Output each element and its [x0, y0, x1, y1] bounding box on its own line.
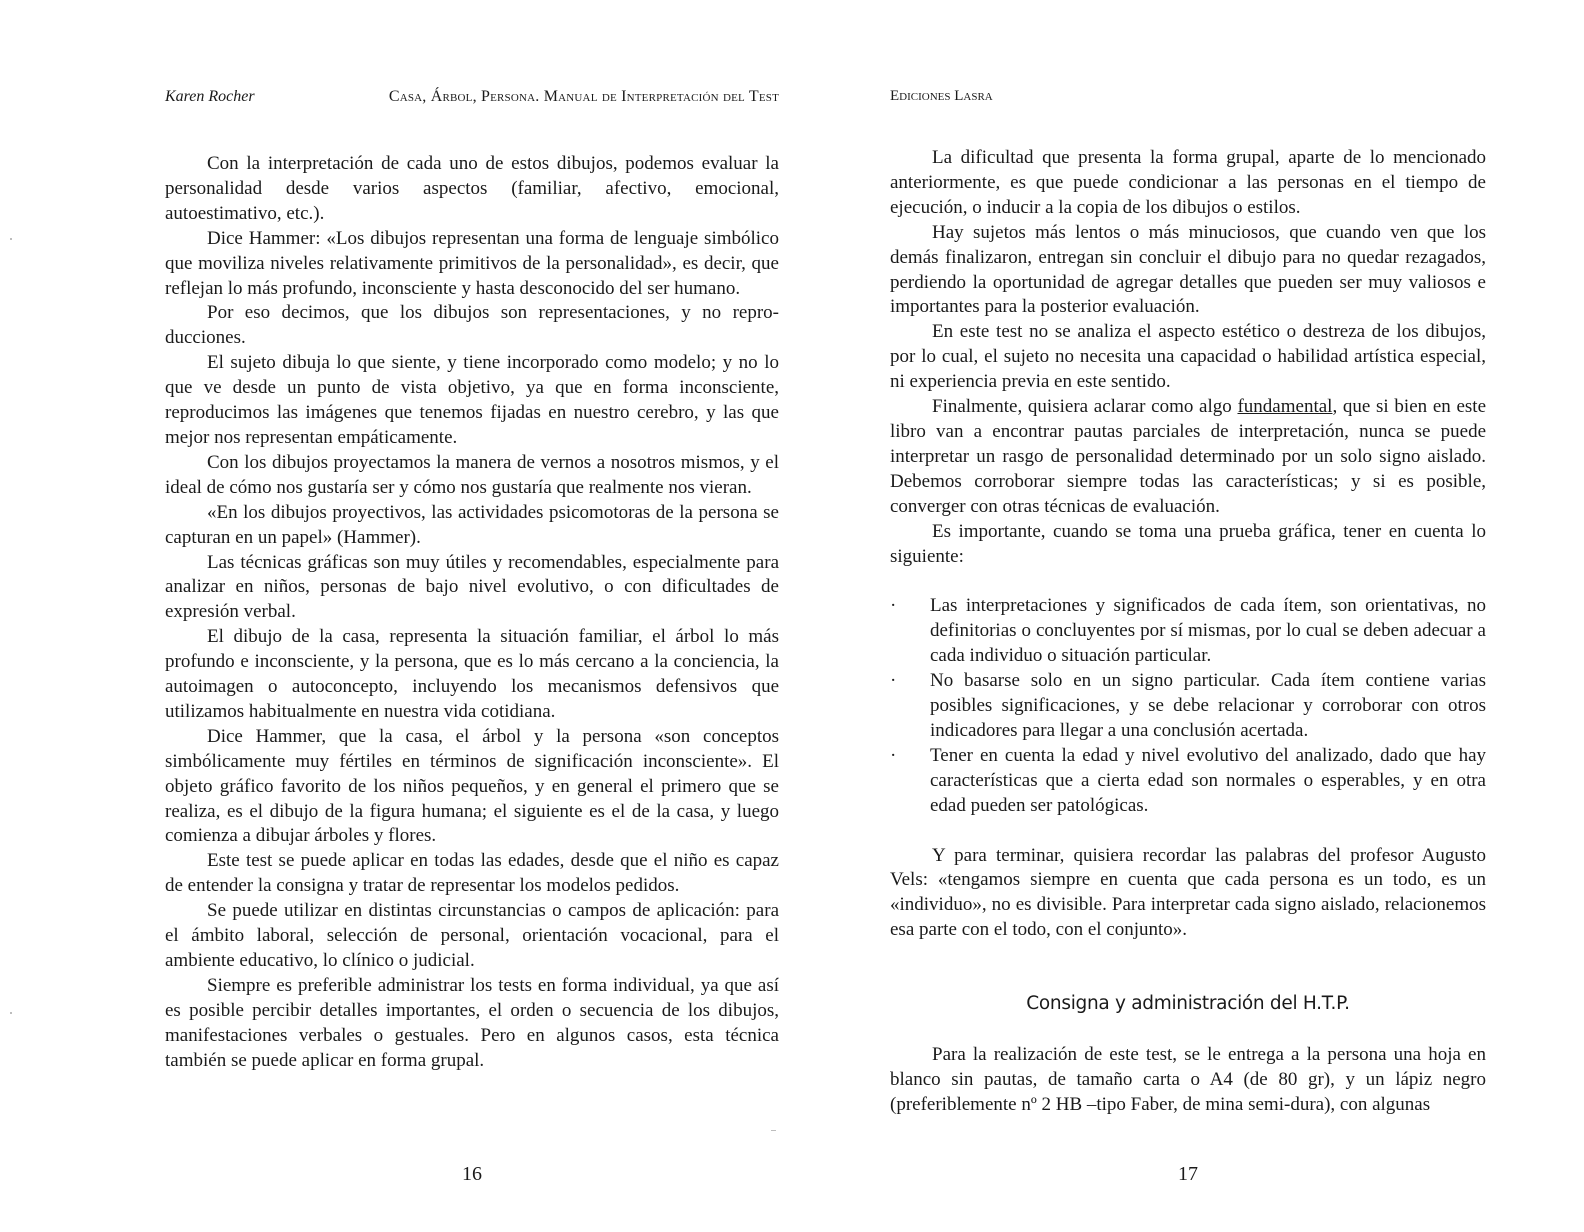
page-number-left: 16: [462, 1163, 482, 1185]
right-page-body: [890, 146, 1486, 943]
scan-speck: [771, 1130, 776, 1131]
list-item: [890, 669, 1486, 744]
list-item-text: Tener en cuenta la edad y nivel evolutivo del analizado, dado que hay características que a cierta edad son normales o esperables, y en otra edad pueden ser patológicas.: [930, 744, 1486, 816]
paragraph: Dice Hammer: «Los dibujos representan una forma de lenguaje simbólico que moviliza niveles relativamente primitivos de la personalidad», es decir, que reflejan lo más profundo, inconsciente y hasta desconocido del ser humano.: [165, 227, 779, 299]
list-item-text: Las interpretaciones y significados de cada ítem, son orientativas, no definitorias o concluyentes por sí mismas, por lo cual se deben adecuar a cada individuo o situación particular.: [930, 595, 1486, 667]
bullet-dot-icon: ·: [890, 595, 897, 617]
paragraph: Con los dibujos proyectamos la manera de vernos a nosotros mismos, y el ideal de cómo nos gustaría ser y cómo nos gustaría que realmente nos vieran.: [165, 451, 779, 498]
paragraph: Se puede utilizar en distintas circunstancias o campos de aplicación: para el ámbito laboral, selección de personal, orientación vocacional, para el ambiente educativo, lo clínico o judicial.: [165, 900, 779, 971]
paragraph: El dibujo de la casa, representa la situación familiar, el árbol lo más profundo e inconsciente, y la persona, que es lo más cercano a la conciencia, la autoimagen o autoconcepto, incluyendo los mecanismos defensivos que utilizamos habitualmente en nuestra vida cotidiana.: [165, 626, 779, 722]
paragraph: Este test se puede aplicar en todas las edades, desde que el niño es capaz de entender la consigna y tratar de representar los modelos pedidos.: [165, 850, 779, 897]
paragraph: El sujeto dibuja lo que siente, y tiene incorporado como modelo; y no lo que ve desde un punto de vista objetivo, ya que en forma inconsciente, reproducimos las imágenes que tenemos fijadas en nuestro cerebro, y las que mejor nos representan empáticamente.: [165, 352, 779, 448]
paragraph: Para la realización de este test, se le entrega a la persona una hoja en blanco sin pautas, de tamaño carta o A4 (de 80 gr), y un lápiz negro (preferiblemente nº 2 HB –tipo Faber, de mina semi-dura), con algunas: [890, 1044, 1486, 1115]
list-item-text: No basarse solo en un signo particular. Cada ítem contiene varias posibles significaciones, y se debe relacionar y corroborar con otros indicadores para llegar a una conclusión acertada.: [930, 670, 1486, 741]
section-heading: Consigna y administración del H.T.P.: [1026, 993, 1350, 1014]
paragraph: Las técnicas gráficas son muy útiles y recomendables, especialmente para analizar en niños, personas de bajo nivel evolutivo, o con dificultades de expresión verbal.: [165, 551, 779, 623]
paragraph: Hay sujetos más lentos o más minuciosos, que cuando ven que los demás finalizaron, entregan sin concluir el dibujo para no quedar rezagados, perdiendo la oportunidad de agregar detalles que pueden ser muy valiosos e importantes para la posterior evaluación.: [890, 221, 1486, 318]
spacer: [890, 819, 1486, 844]
running-head-right: [890, 88, 1486, 110]
page-number-right: 17: [1178, 1163, 1198, 1185]
paragraph: La dificultad que presenta la forma grupal, aparte de lo mencionado anteriormente, es que puede condicionar a las personas en el tiempo de ejecución, o inducir a la copia de los dibujos o estilos.: [890, 147, 1486, 218]
running-head-author: Karen Rocher: [165, 88, 255, 105]
list-intro: Es importante, cuando se toma una prueba gráfica, tener en cuenta lo siguiente:: [890, 520, 1486, 567]
paragraph: En este test no se analiza el aspecto estético o destreza de los dibujos, por lo cual, el sujeto no necesita una capacidad o habilidad artística especial, ni experiencia previa en este sentido.: [890, 321, 1486, 393]
left-page: [165, 0, 779, 1232]
scan-speck: [10, 1012, 12, 1014]
scan-speck: [10, 238, 12, 240]
text-segment: , que si bien en este libro van a encontrar pautas parciales de interpretación, nunca se puede interpretar un rasgo de personalidad determinado por un solo signo aislado. Debemos corroborar siempre todas las características; y si es posible, converger con otras técnicas de evaluación.: [890, 396, 1487, 517]
considerations-list: [890, 594, 1486, 818]
paragraph-with-emphasis: [890, 395, 1486, 520]
paragraph: Por eso decimos, que los dibujos son representaciones, y no reproducciones.: [165, 302, 779, 349]
list-item: [890, 744, 1486, 819]
paragraph: Dice Hammer, que la casa, el árbol y la persona «son conceptos simbólicamente muy fértiles en términos de significación inconsciente». El objeto gráfico favorito de los niños pequeños, y en general el primero que se realiza, es el dibujo de la figura humana; el siguiente es el de la casa, y luego comienza a dibujar árboles y flores.: [165, 725, 779, 847]
paragraph: Siempre es preferible administrar los tests en forma individual, ya que así es posible percibir detalles importantes, el orden o secuencia de los dibujos, manifestaciones verbales o gestuales. Pero en algunos casos, esta técnica también se puede aplicar en forma grupal.: [165, 974, 779, 1071]
underlined-word: fundamental: [1237, 396, 1333, 418]
running-head-book-title: Casa, Árbol, Persona. Manual de Interpretación del Test: [388, 88, 779, 105]
list-item: [890, 594, 1486, 669]
text-segment: Finalmente, quisiera aclarar como algo: [932, 396, 1238, 418]
closing-paragraph: Y para terminar, quisiera recordar las palabras del profesor Augusto Vels: «tengamos siempre en cuenta que cada persona es un todo, es un «individuo», no es divisible. Para interpretar cada signo aislado, relacionemos esa parte con el todo, con el conjunto».: [890, 844, 1486, 941]
bullet-dot-icon: ·: [890, 744, 897, 766]
right-page: [890, 0, 1486, 1232]
left-page-body: [165, 152, 779, 1074]
section-body: [890, 1043, 1486, 1118]
paragraph: «En los dibujos proyectivos, las actividades psicomotoras de la persona se capturan en un papel» (Hammer).: [165, 501, 779, 548]
paragraph: Con la interpretación de cada uno de estos dibujos, podemos evaluar la personalidad desde varios aspectos (familiar, afectivo, emocional, autoestimativo, etc.).: [165, 153, 779, 224]
running-head-publisher: Ediciones Lasra: [890, 88, 993, 104]
running-head-left: [165, 88, 779, 110]
bullet-dot-icon: ·: [890, 670, 897, 692]
